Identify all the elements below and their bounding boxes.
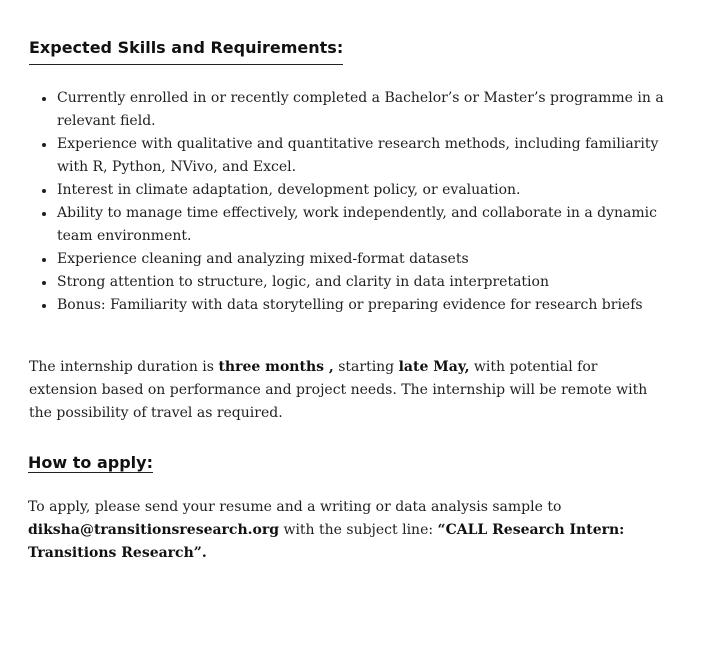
duration-paragraph (29, 356, 669, 425)
skills-section-header (29, 38, 343, 65)
list-item: Bonus: Familiarity with data storytelling or preparing evidence for research briefs (57, 294, 687, 317)
duration-text-3: with potential for extension based on performance and project needs. The internship will be remote with the possibility of travel as required. (29, 359, 648, 421)
apply-section-header (28, 453, 153, 473)
list-item: Interest in climate adaptation, development policy, or evaluation. (57, 179, 687, 202)
contact-email[interactable]: diksha@transitionsresearch.org (28, 522, 280, 538)
list-item: Experience cleaning and analyzing mixed-format datasets (57, 248, 687, 271)
apply-text-1: To apply, please send your resume and a writing or data analysis sample to (28, 499, 562, 515)
duration-text-1: The internship duration is (29, 359, 219, 375)
skills-heading: Expected Skills and Requirements: (29, 38, 343, 65)
duration-text-2: starting (333, 359, 399, 375)
duration-length: three months , (218, 359, 334, 375)
apply-heading: How to apply: (28, 453, 153, 472)
start-date: late May, (398, 359, 470, 375)
skills-list (29, 87, 687, 317)
apply-text-2: with the subject line: (279, 522, 438, 538)
list-item: Ability to manage time effectively, work independently, and collaborate in a dynamic team environment. (57, 202, 687, 248)
apply-paragraph (28, 496, 668, 565)
list-item: Experience with qualitative and quantitative research methods, including familiarity with R, Python, NVivo, and Excel. (57, 133, 687, 179)
list-item: Strong attention to structure, logic, and clarity in data interpretation (57, 271, 687, 294)
email-subject-line: “CALL Research Intern: Transitions Research”. (28, 522, 625, 561)
list-item: Currently enrolled in or recently completed a Bachelor’s or Master’s programme in a relevant field. (57, 87, 687, 133)
